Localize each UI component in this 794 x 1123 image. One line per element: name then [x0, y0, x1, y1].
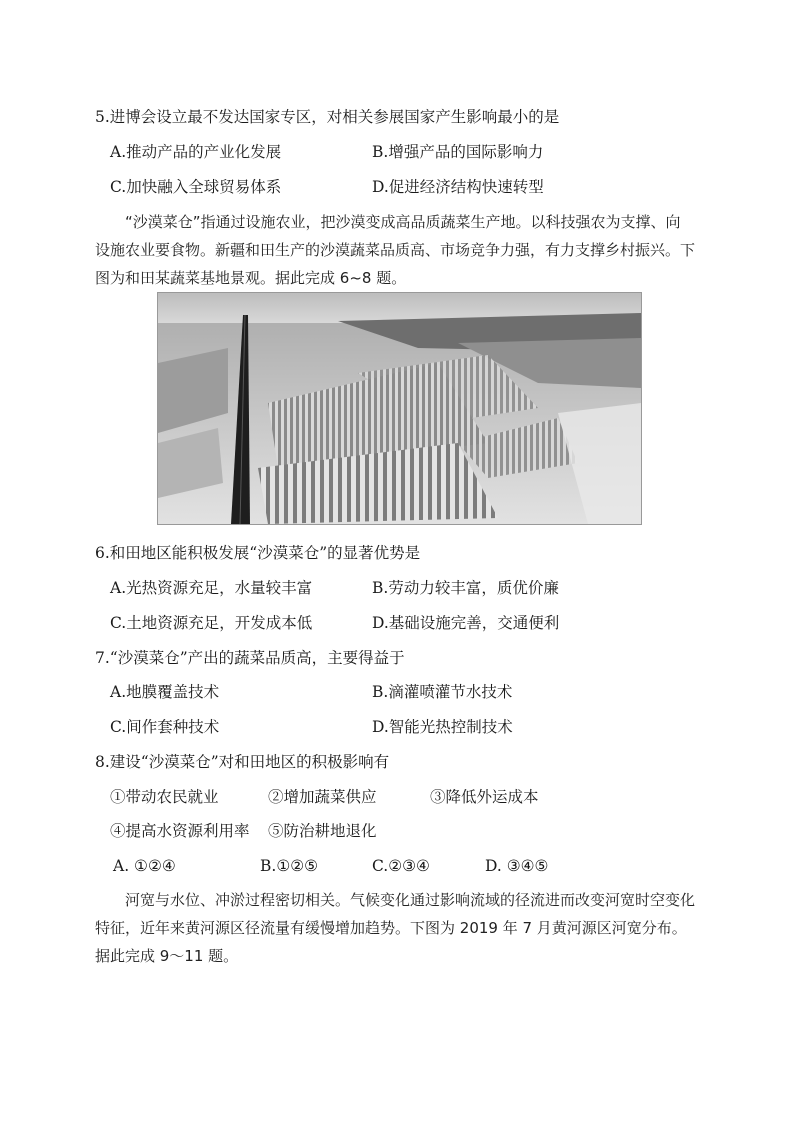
question-8-stem: 8.建设“沙漠菜仓”对和田地区的积极影响有 [95, 753, 390, 771]
q7-option-d: D.智能光热控制技术 [372, 718, 513, 736]
question-6-stem: 6.和田地区能积极发展“沙漠菜仓”的显著优势是 [95, 544, 421, 562]
q8-item-5: ⑤防治耕地退化 [268, 822, 377, 840]
q8-option-a: A. ①②④ [113, 857, 176, 875]
passage-desert-vegetable [95, 208, 695, 292]
q8-item-1: ①带动农民就业 [110, 788, 219, 806]
passage-1-text: “沙漠菜仓”指通过设施农业，把沙漠变成高品质蔬菜生产地。以科技强农为支撑、向设施农业要食物。新疆和田生产的沙漠蔬菜品质高、市场竞争力强，有力支撑乡村振兴。下图为和田某蔬菜基地景观。据此完成 6~8 题。 [95, 213, 696, 287]
greenhouse-base-photo [157, 292, 642, 525]
q5-option-d: D.促进经济结构快速转型 [372, 178, 544, 196]
q5-option-a: A.推动产品的产业化发展 [110, 143, 282, 161]
q8-option-d: D. ③④⑤ [485, 857, 549, 875]
q6-option-d: D.基础设施完善，交通便利 [372, 614, 560, 632]
question-5-stem: 5.进博会设立最不发达国家专区，对相关参展国家产生影响最小的是 [95, 108, 560, 126]
q6-option-a: A.光热资源充足，水量较丰富 [110, 579, 313, 597]
q8-item-3: ③降低外运成本 [430, 788, 539, 806]
q8-option-c: C.②③④ [372, 857, 430, 875]
q8-item-4: ④提高水资源利用率 [110, 822, 250, 840]
q5-option-b: B.增强产品的国际影响力 [372, 143, 544, 161]
passage-2-text: 河宽与水位、冲淤过程密切相关。气候变化通过影响流域的径流进而改变河宽时空变化特征，近年来黄河源区径流量有缓慢增加趋势。下图为 2019 年 7 月黄河源区河宽分布。据此完成 9～11 题。 [95, 891, 696, 965]
q7-option-b: B.滴灌喷灌节水技术 [372, 683, 513, 701]
q7-option-a: A.地膜覆盖技术 [110, 683, 220, 701]
q6-option-b: B.劳动力较丰富，质优价廉 [372, 579, 559, 597]
question-7-stem: 7.“沙漠菜仓”产出的蔬菜品质高，主要得益于 [95, 649, 405, 667]
q6-option-c: C.土地资源充足，开发成本低 [110, 614, 313, 632]
q5-option-c: C.加快融入全球贸易体系 [110, 178, 282, 196]
passage-yellow-river [95, 886, 695, 970]
q8-option-b: B.①②⑤ [260, 857, 319, 875]
q8-item-2: ②增加蔬菜供应 [268, 788, 377, 806]
q7-option-c: C.间作套种技术 [110, 718, 220, 736]
